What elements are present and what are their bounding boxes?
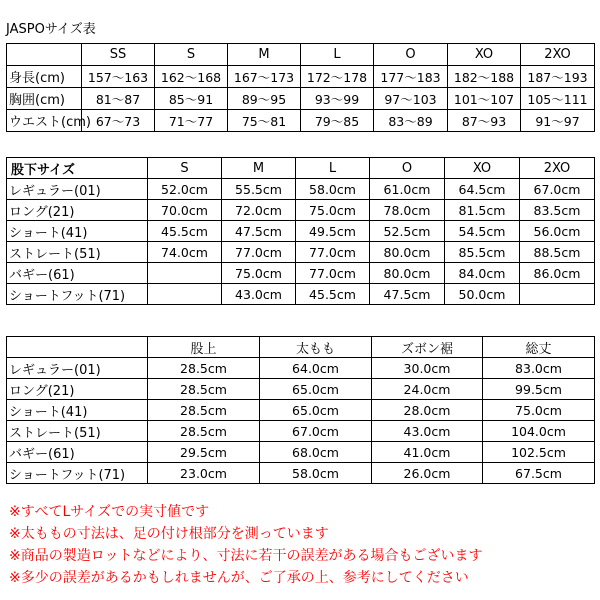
table-cell: 85〜91 <box>155 88 228 110</box>
table-cell <box>148 284 222 305</box>
table-cell: 187〜193 <box>521 66 595 88</box>
table-cell: 28.5cm <box>148 358 260 379</box>
table-row <box>7 421 595 442</box>
header-cell: O <box>374 44 448 66</box>
table-cell: 72.0cm <box>222 200 296 221</box>
header-cell: S <box>148 158 222 179</box>
table-cell: 81〜87 <box>82 88 155 110</box>
table-row <box>7 66 595 88</box>
table-row <box>7 442 595 463</box>
table-cell: 177〜183 <box>374 66 448 88</box>
table-cell: 28.5cm <box>148 400 260 421</box>
header-cell: XO <box>448 44 521 66</box>
table-cell: 162〜168 <box>155 66 228 88</box>
table-row <box>7 110 595 132</box>
table-row <box>7 358 595 379</box>
table-cell: 89〜95 <box>228 88 301 110</box>
table-cell: 83.5cm <box>520 200 595 221</box>
table-header-row <box>7 44 595 66</box>
table-cell: 81.5cm <box>445 200 520 221</box>
header-cell: L <box>301 44 374 66</box>
header-cell: 股上 <box>148 337 260 358</box>
header-cell <box>7 337 148 358</box>
table-row <box>7 242 595 263</box>
table-cell: 64.5cm <box>445 179 520 200</box>
table-row <box>7 284 595 305</box>
table-cell: 65.0cm <box>260 379 372 400</box>
table-cell: 28.5cm <box>148 421 260 442</box>
table-cell: 45.5cm <box>148 221 222 242</box>
header-cell: 総丈 <box>483 337 595 358</box>
table-row <box>7 179 595 200</box>
table-cell: 64.0cm <box>260 358 372 379</box>
note-line: ※太ももの寸法は、足の付け根部分を測っています <box>9 526 329 542</box>
table-cell: 67〜73 <box>82 110 155 132</box>
table-header-row <box>7 337 595 358</box>
row-label: ロング(21) <box>7 200 148 221</box>
table-cell: 43.0cm <box>222 284 296 305</box>
row-label: レギュラー(01) <box>7 179 148 200</box>
table-cell: 71〜77 <box>155 110 228 132</box>
table-cell: 77.0cm <box>296 263 370 284</box>
table-cell: 78.0cm <box>370 200 445 221</box>
row-label: レギュラー(01) <box>7 358 148 379</box>
table-cell: 83〜89 <box>374 110 448 132</box>
table-cell: 28.0cm <box>372 400 483 421</box>
row-label: ショート(41) <box>7 400 148 421</box>
row-label: ショート(41) <box>7 221 148 242</box>
row-label: ショートフット(71) <box>7 463 148 484</box>
header-cell: S <box>155 44 228 66</box>
table-cell: 87〜93 <box>448 110 521 132</box>
table-cell: 75.0cm <box>296 200 370 221</box>
table-header-row <box>7 158 595 179</box>
table-row <box>7 379 595 400</box>
table-cell: 80.0cm <box>370 263 445 284</box>
table-cell: 84.0cm <box>445 263 520 284</box>
table-cell: 43.0cm <box>372 421 483 442</box>
table-cell: 47.5cm <box>222 221 296 242</box>
table-row <box>7 221 595 242</box>
header-cell: M <box>222 158 296 179</box>
table-cell: 182〜188 <box>448 66 521 88</box>
table-cell: 28.5cm <box>148 379 260 400</box>
row-label: ストレート(51) <box>7 421 148 442</box>
table-cell: 67.0cm <box>520 179 595 200</box>
table-cell <box>148 263 222 284</box>
table-row <box>7 400 595 421</box>
table-cell: 58.0cm <box>296 179 370 200</box>
row-label: バギー(61) <box>7 442 148 463</box>
table-cell: 88.5cm <box>520 242 595 263</box>
garment-measure-table <box>6 336 595 484</box>
header-cell: ズボン裾 <box>372 337 483 358</box>
header-cell: 股下サイズ <box>7 158 148 179</box>
table-cell: 77.0cm <box>222 242 296 263</box>
table-cell: 74.0cm <box>148 242 222 263</box>
table-cell: 167〜173 <box>228 66 301 88</box>
row-label: 胸囲(cm) <box>7 88 82 110</box>
table-cell: 67.0cm <box>260 421 372 442</box>
table-row <box>7 263 595 284</box>
table-cell: 80.0cm <box>370 242 445 263</box>
row-label: ストレート(51) <box>7 242 148 263</box>
table-cell: 67.5cm <box>483 463 595 484</box>
header-cell: 太もも <box>260 337 372 358</box>
notes-block <box>9 501 482 589</box>
row-label: ロング(21) <box>7 379 148 400</box>
table-cell: 29.5cm <box>148 442 260 463</box>
table-row <box>7 200 595 221</box>
body-size-table <box>6 43 595 132</box>
table-cell: 77.0cm <box>296 242 370 263</box>
table-cell: 91〜97 <box>521 110 595 132</box>
table-cell: 45.5cm <box>296 284 370 305</box>
table-cell: 83.0cm <box>483 358 595 379</box>
table-cell: 52.0cm <box>148 179 222 200</box>
table-cell: 104.0cm <box>483 421 595 442</box>
table-cell: 50.0cm <box>445 284 520 305</box>
table-cell: 70.0cm <box>148 200 222 221</box>
note-line: ※多少の誤差があるかもしれませんが、ご了承の上、参考にしてください <box>9 570 469 586</box>
note-line: ※すべてLサイズでの実寸値です <box>9 504 210 520</box>
table-cell: 24.0cm <box>372 379 483 400</box>
table-cell: 61.0cm <box>370 179 445 200</box>
table-cell: 75〜81 <box>228 110 301 132</box>
row-label: バギー(61) <box>7 263 148 284</box>
header-cell: M <box>228 44 301 66</box>
size-chart-caption: JASPOサイズ表 <box>6 22 96 37</box>
table-cell: 93〜99 <box>301 88 374 110</box>
table-cell: 79〜85 <box>301 110 374 132</box>
table-cell: 68.0cm <box>260 442 372 463</box>
header-cell: 2XO <box>520 158 595 179</box>
row-label: ウエスト(cm) <box>7 110 82 132</box>
table-cell: 75.0cm <box>222 263 296 284</box>
table-cell: 101〜107 <box>448 88 521 110</box>
table-cell: 55.5cm <box>222 179 296 200</box>
table-row <box>7 463 595 484</box>
table-cell: 99.5cm <box>483 379 595 400</box>
table-cell: 75.0cm <box>483 400 595 421</box>
note-line: ※商品の製造ロットなどにより、寸法に若干の誤差がある場合もございます <box>9 548 483 564</box>
header-cell: O <box>370 158 445 179</box>
table-cell: 65.0cm <box>260 400 372 421</box>
table-row <box>7 88 595 110</box>
table-cell: 102.5cm <box>483 442 595 463</box>
header-cell <box>7 44 82 66</box>
inseam-size-table <box>6 157 595 305</box>
table-cell <box>520 284 595 305</box>
table-cell: 26.0cm <box>372 463 483 484</box>
table-cell: 54.5cm <box>445 221 520 242</box>
table-cell: 49.5cm <box>296 221 370 242</box>
header-cell: XO <box>445 158 520 179</box>
table-cell: 47.5cm <box>370 284 445 305</box>
table-cell: 23.0cm <box>148 463 260 484</box>
table-cell: 85.5cm <box>445 242 520 263</box>
header-cell: 2XO <box>521 44 595 66</box>
table-cell: 58.0cm <box>260 463 372 484</box>
table-cell: 56.0cm <box>520 221 595 242</box>
table-cell: 86.0cm <box>520 263 595 284</box>
table-cell: 41.0cm <box>372 442 483 463</box>
table-cell: 97〜103 <box>374 88 448 110</box>
table-cell: 105〜111 <box>521 88 595 110</box>
row-label: ショートフット(71) <box>7 284 148 305</box>
table-cell: 157〜163 <box>82 66 155 88</box>
row-label: 身長(cm) <box>7 66 82 88</box>
table-cell: 30.0cm <box>372 358 483 379</box>
header-cell: SS <box>82 44 155 66</box>
table-cell: 172〜178 <box>301 66 374 88</box>
header-cell: L <box>296 158 370 179</box>
table-cell: 52.5cm <box>370 221 445 242</box>
